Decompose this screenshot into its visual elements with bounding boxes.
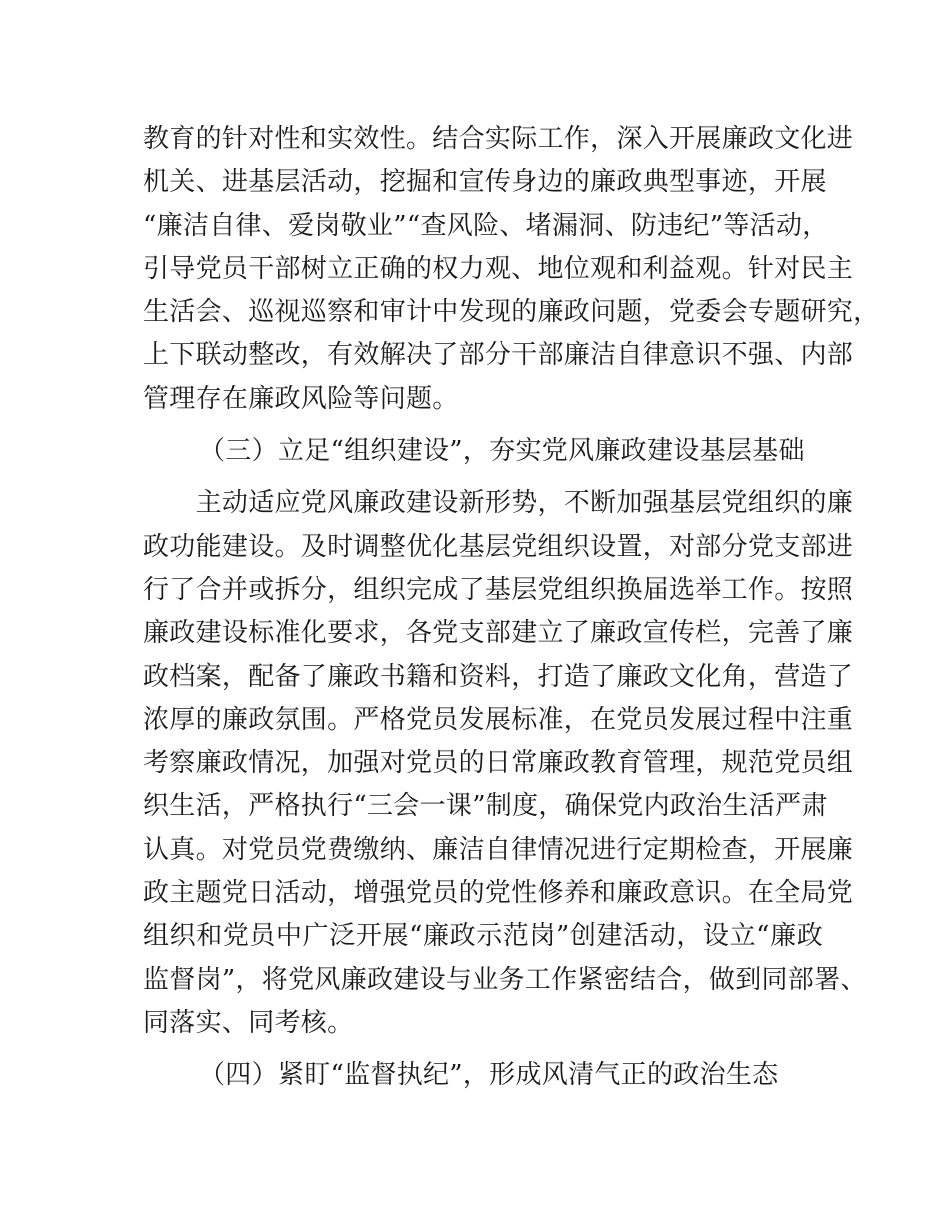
paragraph-line: 考察廉政情况，加强对党员的日常廉政教育管理，规范党员组 [143, 748, 854, 779]
paragraph-line: 生活会、巡视巡察和审计中发现的廉政问题，党委会专题研究， [143, 297, 880, 328]
document-body [143, 118, 880, 1098]
paragraph-1 [143, 118, 880, 421]
section-heading-3: （三）立足“组织建设”，夯实党风廉政建设基层基础 [199, 436, 805, 467]
paragraph-line: 廉政建设标准化要求，各党支部建立了廉政宣传栏，完善了廉 [143, 618, 854, 649]
paragraph-line: “廉洁自律、爱岗敬业”“查风险、堵漏洞、防违纪”等活动， [143, 210, 829, 241]
paragraph-line: 政功能建设。及时调整优化基层党组织设置，对部分党支部进 [143, 531, 854, 562]
paragraph-line: 管理存在廉政风险等问题。 [143, 383, 459, 414]
paragraph-2 [143, 482, 867, 1045]
paragraph-line: 主动适应党风廉政建设新形势，不断加强基层党组织的廉 [143, 488, 854, 519]
paragraph-line: 教育的针对性和实效性。结合实际工作，深入开展廉政文化进 [143, 124, 854, 154]
section-heading-4: （四）紧盯“监督执纪”，形成风清气正的政治生态 [199, 1060, 779, 1091]
paragraph-line: 上下联动整改，有效解决了部分干部廉洁自律意识不强、内部 [143, 340, 854, 371]
paragraph-line: 同落实、同考核。 [143, 1007, 354, 1038]
paragraph-line: 引导党员干部树立正确的权力观、地位观和利益观。针对民主 [143, 253, 854, 284]
paragraph-line: 浓厚的廉政氛围。严格党员发展标准，在党员发展过程中注重 [143, 704, 854, 735]
paragraph-line: 机关、进基层活动，挖掘和宣传身边的廉政典型事迹，开展 [143, 167, 827, 198]
paragraph-line: 织生活，严格执行“三会一课”制度，确保党内政治生活严肃 [143, 791, 828, 822]
paragraph-line: 组织和党员中广泛开展“廉政示范岗”创建活动，设立“廉政 [143, 921, 823, 952]
paragraph-line: 认真。对党员党费缴纳、廉洁自律情况进行定期检查，开展廉 [143, 834, 854, 865]
spacer [143, 421, 823, 430]
paragraph-line: 政主题党日活动，增强党员的党性修养和廉政意识。在全局党 [143, 878, 854, 909]
spacer [143, 1045, 823, 1054]
paragraph-line: 行了合并或拆分，组织完成了基层党组织换届选举工作。按照 [143, 574, 854, 605]
spacer [143, 473, 823, 482]
paragraph-line: 监督岗”，将党风廉政建设与业务工作紧密结合，做到同部署、 [143, 964, 867, 995]
paragraph-line: 政档案，配备了廉政书籍和资料，打造了廉政文化角，营造了 [143, 661, 854, 692]
